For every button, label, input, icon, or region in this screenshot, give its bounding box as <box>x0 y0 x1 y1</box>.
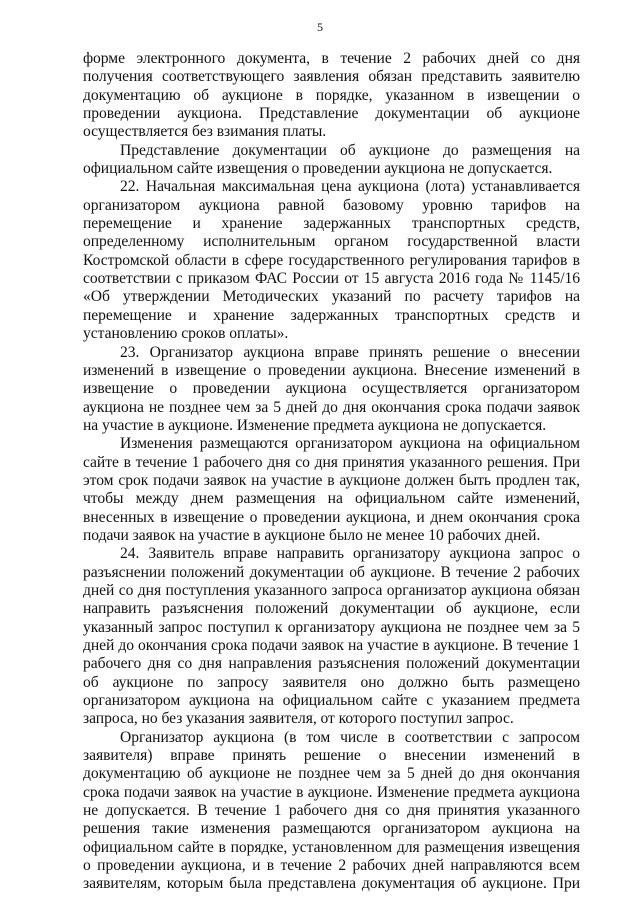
paragraph: Представление документации об аукционе до размещения на официальном сайте извещения о проведении аукциона не допускается. <box>83 141 580 178</box>
paragraph: Изменения размещаются организатором аукциона на официальном сайте в течение 1 рабочего дня со дня принятия указанного решения. При этом срок подачи заявок на участие в аукционе должен быть продлен так, чтобы между днем размещения на официальном сайте изменений, внесенных в извещение о проведении аукциона, и днем окончания срока подачи заявок на участие в аукционе было не менее 10 рабочих дней. <box>83 435 580 544</box>
paragraph-item-24: 24. Заявитель вправе направить организатору аукциона запрос о разъяснении положений документации об аукционе. В течение 2 рабочих дней со дня поступления указанного запроса организатор аукциона обязан направить разъяснения положений документации об аукционе, если указанный запрос поступил к организатору аукциона не позднее чем за 5 дней до окончания срока подачи заявок на участие в аукционе. В течение 1 рабочего дня со дня направления разъяснения положений документации об аукционе по запросу заявителя оно должно быть размещено организатором аукциона на официальном сайте с указанием предмета запроса, но без указания заявителя, от которого поступил запрос. <box>83 545 580 728</box>
paragraph-item-22: 22. Начальная максимальная цена аукциона (лота) устанавливается организатором аукциона равной базовому уровню тарифов на перемещение и хранение задержанных транспортных средств, определенному исполнительным органом государственной власти Костромской области в сфере государственного регулирования тарифов в соответствии с приказом ФАС России от 15 августа 2016 года № 1145/16 «Об утверждении Методических указаний по расчету тарифов на перемещение и хранение задержанных транспортных средств и установлению сроков оплаты». <box>83 178 580 343</box>
paragraph-item-23: 23. Организатор аукциона вправе принять решение о внесении изменений в извещение о проведении аукциона. Внесение изменений в извещение о проведении аукциона осуществляется организатором аукциона не позднее чем за 5 дней до дня окончания срока подачи заявок на участие в аукционе. Изменение предмета аукциона не допускается. <box>83 343 580 434</box>
page-number: 5 <box>317 20 323 34</box>
paragraph: Организатор аукциона (в том числе в соответствии с запросом заявителя) вправе принять решение о внесении изменений в документацию об аукционе не позднее чем за 5 дней до дня окончания срока подачи заявок на участие в аукционе. Изменение предмета аукциона не допускается. В течение 1 рабочего дня со дня принятия указанного решения такие изменения размещаются организатором аукциона на официальном сайте в порядке, установленном для размещения извещения о проведении аукциона, и в течение 2 рабочих дней направляются всем заявителям, которым была представлена документация об аукционе. При <box>83 728 580 893</box>
paragraph-continuation: форме электронного документа, в течение 2 рабочих дней со дня получения соответствующего заявления обязан представить заявителю документацию об аукционе в порядке, указанном в извещении о проведении аукциона. Представление документации об аукционе осуществляется без взимания платы. <box>83 50 580 141</box>
document-body <box>83 50 580 894</box>
